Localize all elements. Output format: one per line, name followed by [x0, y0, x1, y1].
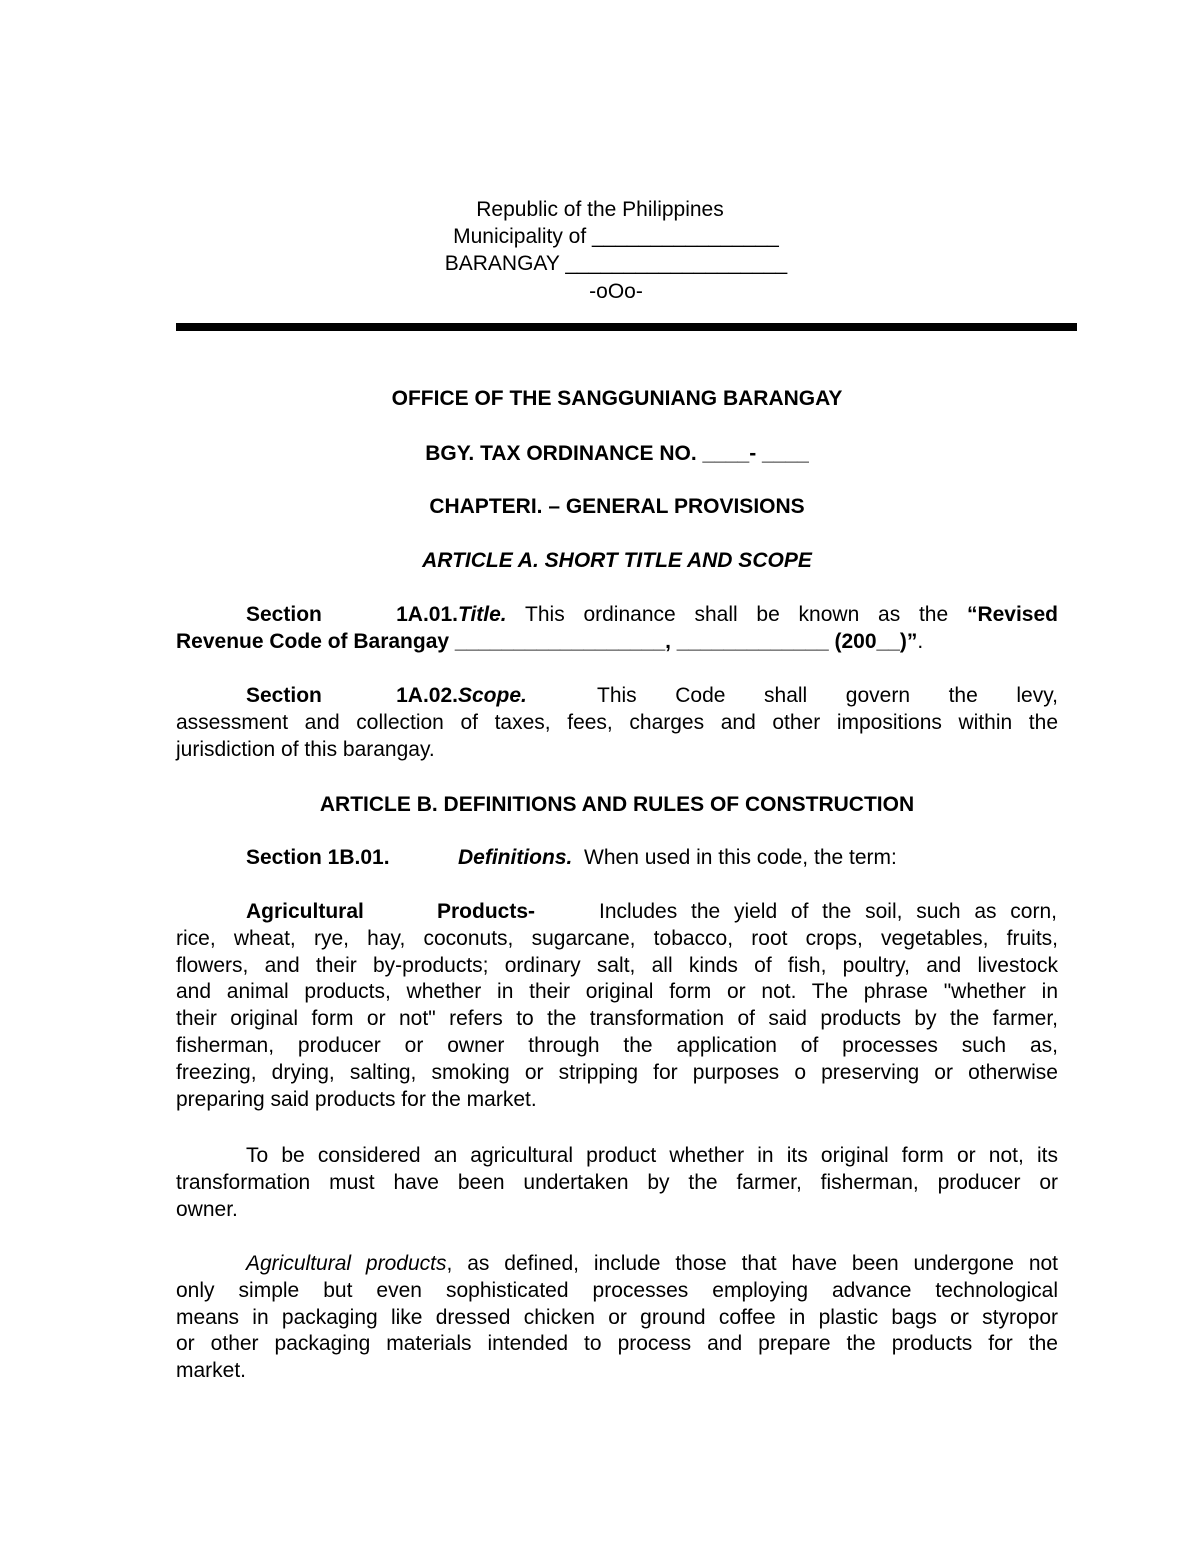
section-1a02-number: Section 1A.02.	[246, 684, 458, 707]
section-1a02-heading: Scope.	[458, 684, 527, 707]
republic-line: Republic of the Philippines	[476, 198, 724, 221]
section-1a02-line3: jurisdiction of this barangay.	[176, 737, 435, 761]
section-1a02-line2: assessment and collection of taxes, fees, charges and other impositions within the	[176, 710, 1058, 734]
section-1a02	[176, 683, 1058, 763]
section-1a01-number: Section 1A.01.	[246, 603, 458, 626]
definition-line-2: flowers, and their by-products; ordinary salt, all kinds of fish, poultry, and livestock	[176, 953, 1058, 977]
section-1a01-quote-start: “Revised	[966, 603, 1058, 626]
definition-term: Agricultural Products	[246, 900, 528, 923]
processed-line-2: means in packaging like dressed chicken or ground coffee in plastic bags or styropor	[176, 1305, 1058, 1329]
section-1a01-period: .	[917, 629, 924, 653]
header-divider	[176, 323, 1077, 331]
article-b-title: ARTICLE B. DEFINITIONS AND RULES OF CONSTRUCTION	[319, 793, 915, 816]
processed-line-0: , as defined, include those that have been undergone not	[446, 1252, 1059, 1275]
section-1a01-text: This ordinance shall be known as the	[525, 603, 949, 626]
definition-line-0: Includes the yield of the soil, such as corn,	[599, 900, 1057, 923]
definition-line-1: rice, wheat, rye, hay, coconuts, sugarcane, tobacco, root crops, vegetables, fruits,	[176, 926, 1058, 950]
processed-line-1: only simple but even sophisticated processes employing advance technological	[176, 1278, 1058, 1302]
definition-line-6: freezing, drying, salting, smoking or stripping for purposes o preserving or otherwise	[176, 1060, 1058, 1084]
processed-line-3: or other packaging materials intended to process and prepare the products for the	[176, 1332, 1058, 1356]
section-1b01-number: Section 1B.01.	[246, 846, 390, 869]
processed-paragraph	[176, 1251, 1058, 1385]
definition-dash: -	[528, 900, 535, 923]
municipality-line: Municipality of ________________	[453, 225, 779, 248]
consideration-line-0: To be considered an agricultural product whether in its original form or not, its	[246, 1144, 1058, 1167]
processed-italic-term: Agricultural products	[246, 1252, 447, 1275]
office-title: OFFICE OF THE SANGGUNIANG BARANGAY	[391, 387, 843, 410]
barangay-line: BARANGAY ___________________	[444, 252, 788, 275]
section-1a01-quote-rest: Revenue Code of Barangay __________________, _____________ (200__)”	[176, 629, 918, 653]
section-1a02-line1: This Code shall govern the levy,	[597, 684, 1058, 707]
section-1b01-heading: Definitions.	[458, 846, 573, 869]
article-a-title: ARTICLE A. SHORT TITLE AND SCOPE	[422, 549, 812, 572]
definition-agricultural-products	[176, 899, 1058, 1113]
consideration-paragraph	[176, 1143, 1058, 1223]
section-1a01	[176, 602, 1058, 656]
section-1b01-text: When used in this code, the term:	[584, 846, 897, 869]
definition-line-4: their original form or not" refers to the transformation of said products by the farmer,	[176, 1007, 1058, 1031]
definition-line-5: fisherman, producer or owner through the application of processes such as,	[176, 1033, 1058, 1057]
ordinance-number: BGY. TAX ORDINANCE NO. ____- ____	[425, 442, 809, 465]
ornament: -oOo-	[589, 280, 643, 303]
chapter-title: CHAPTERI. – GENERAL PROVISIONS	[429, 495, 805, 518]
section-1a01-heading: Title.	[458, 603, 507, 626]
consideration-line-1: transformation must have been undertaken by the farmer, fisherman, producer or	[176, 1170, 1058, 1194]
definition-line-3: and animal products, whether in their original form or not. The phrase "whether in	[176, 980, 1058, 1004]
processed-line-4: market.	[176, 1359, 247, 1383]
consideration-line-2: owner.	[176, 1197, 238, 1221]
section-1b01	[176, 845, 1058, 872]
definition-line-7: preparing said products for the market.	[176, 1087, 537, 1111]
